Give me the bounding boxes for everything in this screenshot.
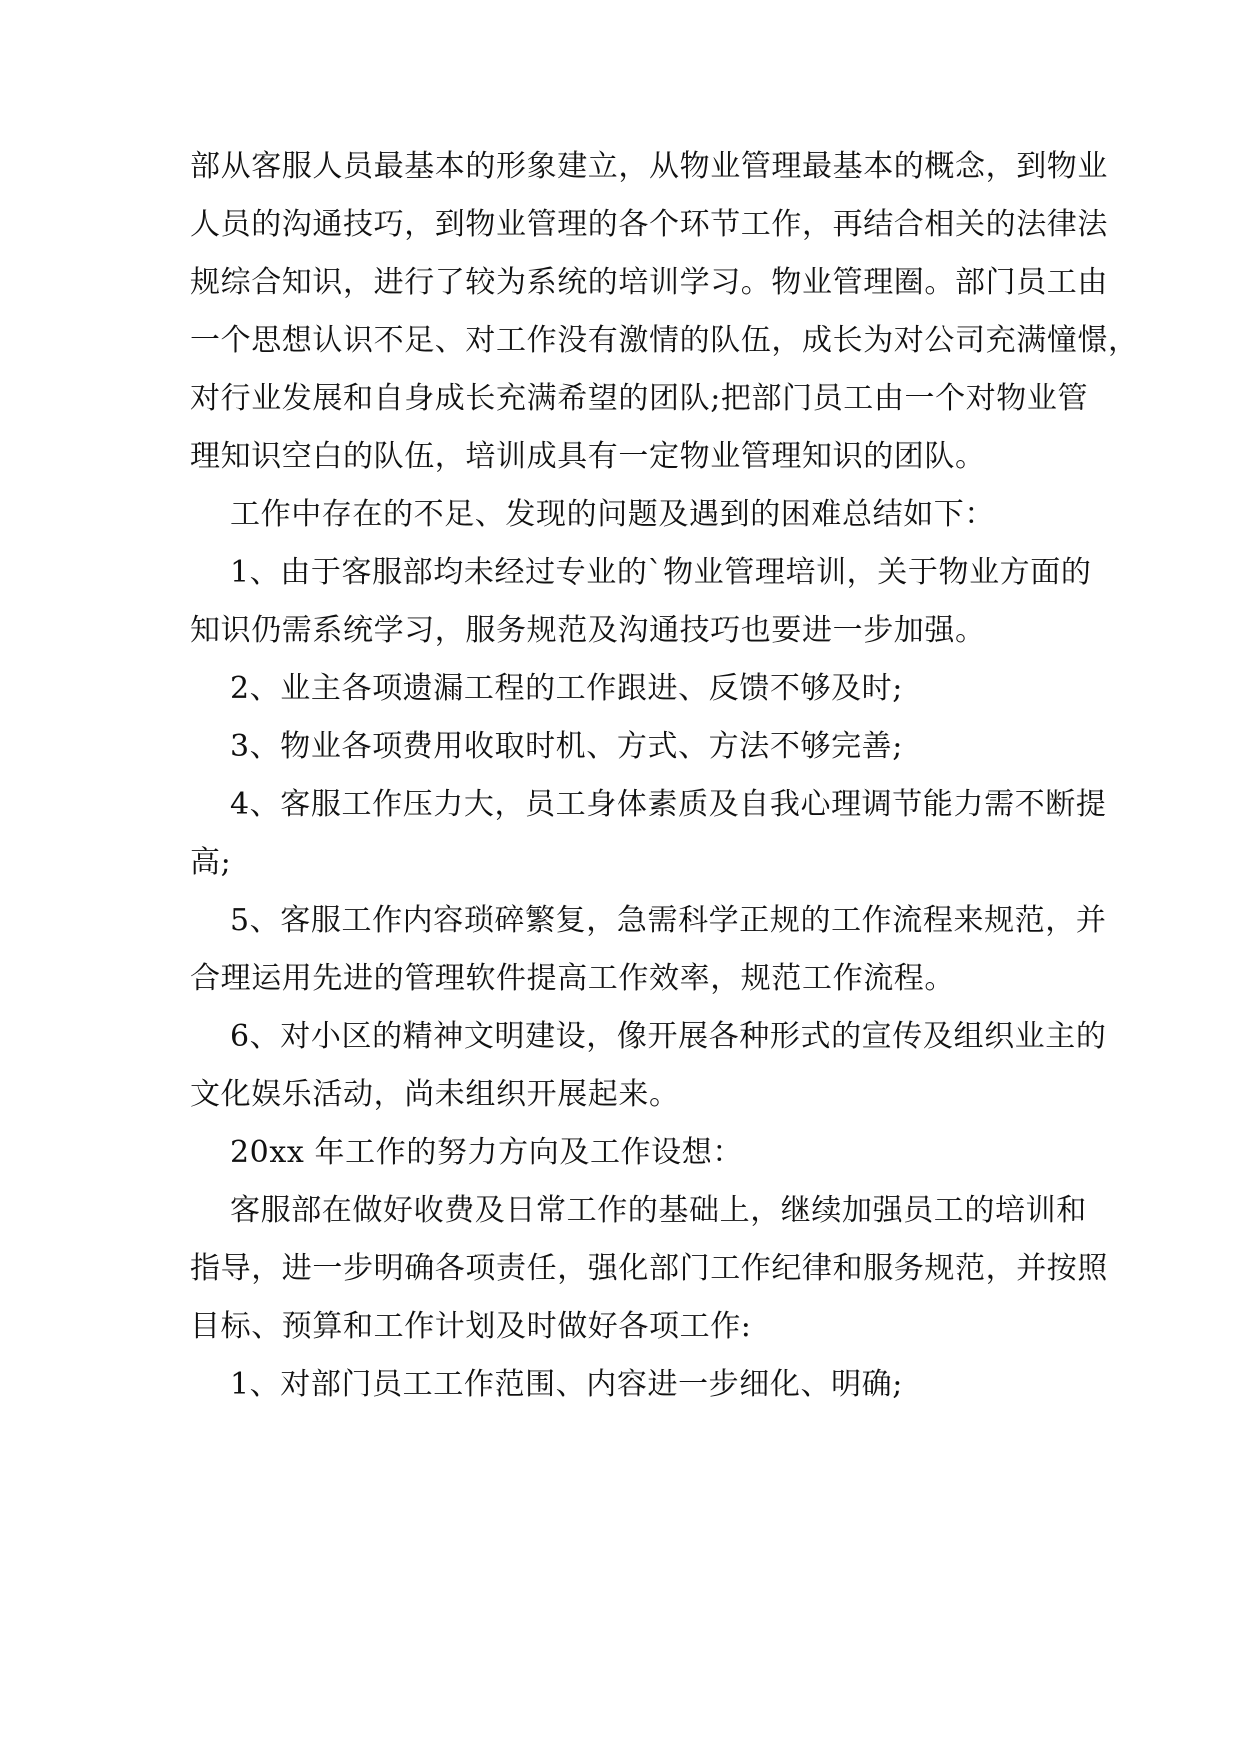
list-item-line: 4、客服工作压力大，员工身体素质及自我心理调节能力需不断提 (230, 787, 1107, 822)
list-item-line: 合理运用先进的管理软件提高工作效率，规范工作流程。 (190, 961, 955, 996)
section-heading: 20xx 年工作的努力方向及工作设想： (230, 1135, 743, 1170)
paragraph-line: 理知识空白的队伍，培训成具有一定物业管理知识的团队。 (190, 439, 986, 474)
paragraph-line: 部从客服人员最基本的形象建立，从物业管理最基本的概念，到物业 (190, 149, 1108, 184)
list-item-line: 知识仍需系统学习，服务规范及沟通技巧也要进一步加强。 (190, 613, 986, 648)
paragraph-line: 一个思想认识不足、对工作没有激情的队伍，成长为对公司充满憧憬， (190, 323, 1139, 358)
list-item-line: 1、对部门员工工作范围、内容进一步细化、明确; (230, 1367, 903, 1402)
list-item-line: 1、由于客服部均未经过专业的`物业管理培训，关于物业方面的 (230, 555, 1092, 590)
list-item-line: 5、客服工作内容琐碎繁复，急需科学正规的工作流程来规范，并 (230, 903, 1107, 938)
list-item-line: 2、业主各项遗漏工程的工作跟进、反馈不够及时; (230, 671, 903, 706)
paragraph-line: 人员的沟通技巧，到物业管理的各个环节工作，再结合相关的法律法 (190, 207, 1108, 242)
paragraph-line: 指导，进一步明确各项责任，强化部门工作纪律和服务规范，并按照 (190, 1251, 1108, 1286)
paragraph-line: 客服部在做好收费及日常工作的基础上，继续加强员工的培训和 (230, 1193, 1087, 1228)
paragraph-line: 规综合知识，进行了较为系统的培训学习。物业管理圈。部门员工由 (190, 265, 1108, 300)
paragraph-line: 目标、预算和工作计划及时做好各项工作: (190, 1309, 752, 1344)
list-item-line: 高; (190, 845, 232, 880)
paragraph-line: 对行业发展和自身成长充满希望的团队;把部门员工由一个对物业管 (190, 381, 1089, 416)
list-item-line: 6、对小区的精神文明建设，像开展各种形式的宣传及组织业主的 (230, 1019, 1107, 1054)
list-item-line: 文化娱乐活动，尚未组织开展起来。 (190, 1077, 680, 1112)
section-heading: 工作中存在的不足、发现的问题及遇到的困难总结如下： (230, 497, 995, 532)
list-item-line: 3、物业各项费用收取时机、方式、方法不够完善; (230, 729, 903, 764)
